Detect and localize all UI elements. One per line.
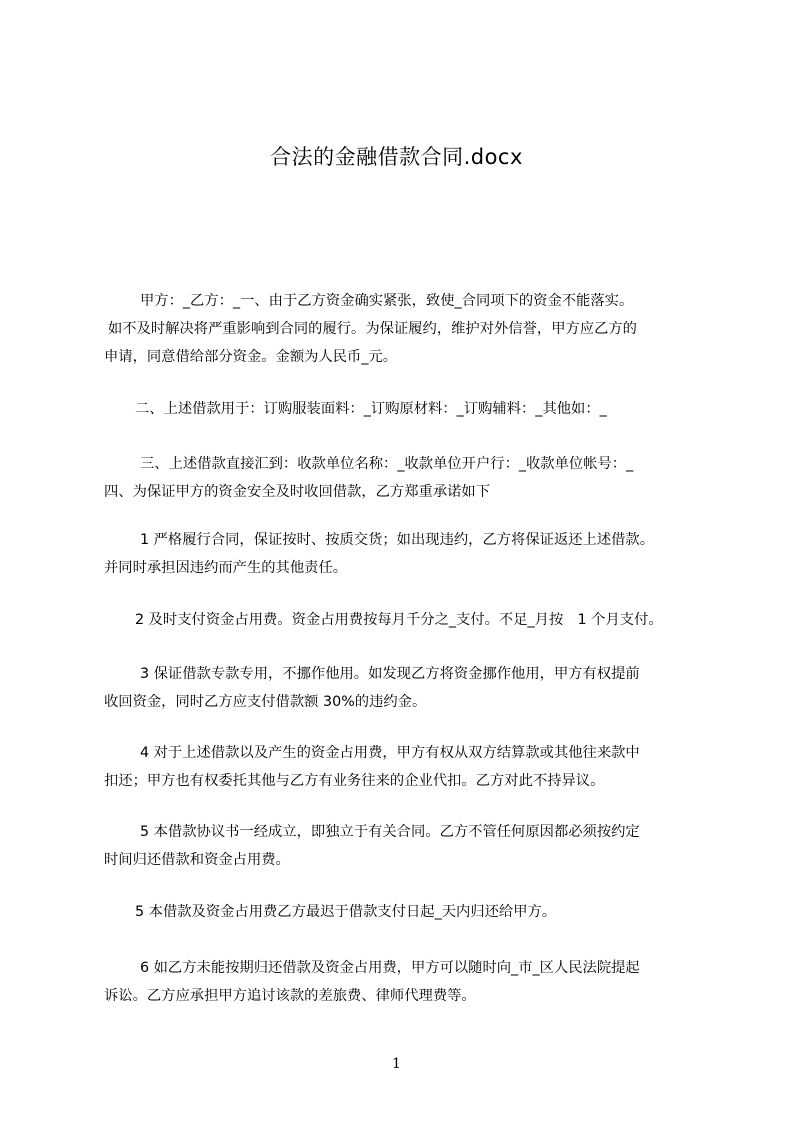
paragraph-line: 5 本借款协议书一经成立，即独立于有关合同。乙方不管任何原因都必须按约定	[140, 824, 640, 840]
paragraph-line: 诉讼。乙方应承担甲方追讨该款的差旅费、律师代理费等。	[104, 988, 476, 1004]
paragraph-line: 四、为保证甲方的资金安全及时收回借款，乙方郑重承诺如下	[104, 484, 491, 500]
paragraph-3	[104, 450, 700, 506]
paragraph-1	[104, 287, 700, 371]
paragraph-line: 二、上述借款用于：订购服装面料：_订购原材料：_订购辅料：_其他如：_	[135, 401, 607, 417]
paragraph-line: 甲方：_乙方：_一、由于乙方资金确实紧张，致使_合同项下的资金不能落实。	[140, 293, 634, 309]
paragraph-line: 申请，同意借给部分资金。金额为人民币_元。	[104, 349, 398, 365]
paragraph-line: 时间归还借款和资金占用费。	[104, 852, 290, 868]
paragraph-line: 2 及时支付资金占用费。资金占用费按每月千分之_支付。不足_月按 1 个月支付。	[135, 612, 663, 628]
paragraph-line: 收回资金，同时乙方应支付借款额 30%的违约金。	[104, 694, 427, 710]
paragraph-line: 三、上述借款直接汇到：收款单位名称：_收款单位开户行：_收款单位帐号：_	[140, 456, 634, 472]
paragraph-7	[104, 739, 700, 795]
paragraph-6	[104, 660, 700, 716]
paragraph-line: 6 如乙方未能按期归还借款及资金占用费，甲方可以随时向_市_区人民法院提起	[140, 960, 640, 976]
paragraph-line: 如不及时解决将严重影响到合同的履行。为保证履约，维护对外信誉，甲方应乙方的	[108, 321, 637, 337]
paragraph-10	[104, 954, 700, 1010]
paragraph-line: 3 保证借款专款专用，不挪作他用。如发现乙方将资金挪作他用，甲方有权提前	[140, 666, 640, 682]
page-number: 1	[392, 1056, 401, 1072]
paragraph-2	[104, 395, 700, 423]
paragraph-4	[104, 526, 700, 582]
paragraph-line: 扣还；甲方也有权委托其他与乙方有业务往来的企业代扣。乙方对此不持异议。	[104, 773, 605, 789]
document-title: 合法的金融借款合同.docx	[270, 145, 523, 169]
paragraph-line: 5 本借款及资金占用费乙方最迟于借款支付日起_天内归还给甲方。	[135, 904, 557, 920]
paragraph-line: 并同时承担因违约而产生的其他责任。	[104, 560, 348, 576]
paragraph-5	[104, 606, 700, 634]
paragraph-line: 4 对于上述借款以及产生的资金占用费，甲方有权从双方结算款或其他往来款中	[140, 745, 640, 761]
paragraph-9	[104, 898, 700, 926]
paragraph-8	[104, 818, 700, 874]
paragraph-line: 1 严格履行合同，保证按时、按质交货；如出现违约，乙方将保证返还上述借款。	[140, 532, 655, 548]
